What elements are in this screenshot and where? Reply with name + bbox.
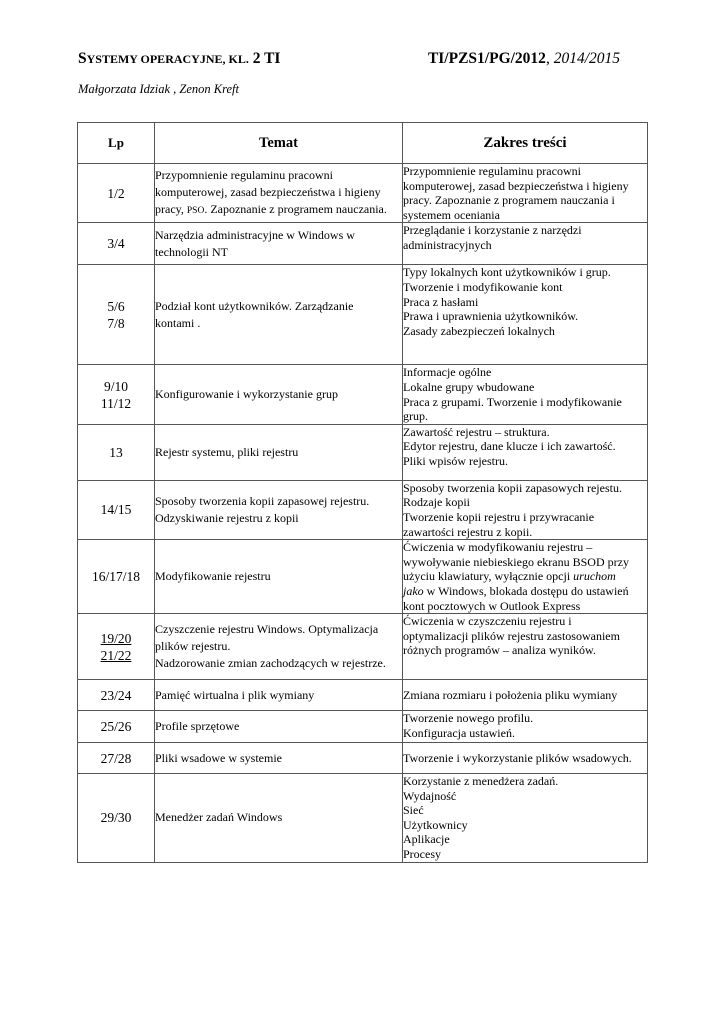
zakres-cell: Sposoby tworzenia kopii zapasowych rejestu. Rodzaje kopii Tworzenie kopii rejestru i przywracanie zawartości rejestru z kopii. [403, 480, 648, 539]
temat-cell: Przypomnienie regulaminu pracowni komputerowej, zasad bezpieczeństwa i higieny pracy, PSO. Zapoznanie z programem nauczania. [155, 164, 403, 223]
header-zakres: Zakres treści [403, 123, 648, 164]
table-row [78, 540, 648, 614]
temat-cell: Sposoby tworzenia kopii zapasowej rejestru. Odzyskiwanie rejestru z kopii [155, 480, 403, 539]
temat-cell: Narzędzia administracyjne w Windows w technologii NT [155, 223, 403, 265]
table-row [78, 711, 648, 743]
zakres-cell: Typy lokalnych kont użytkowników i grup. Tworzenie i modyfikowanie kont Praca z hasłami Prawa i uprawnienia użytkowników. Zasady zabezpieczeń lokalnych [403, 265, 648, 365]
zakres-cell: Zmiana rozmiaru i położenia pliku wymiany [403, 680, 648, 711]
lp-cell: 9/10 11/12 [78, 365, 155, 424]
lp-cell: 25/26 [78, 711, 155, 743]
lp-cell: 23/24 [78, 680, 155, 711]
lp-cell: 5/6 7/8 [78, 265, 155, 365]
lp-cell: 1/2 [78, 164, 155, 223]
zakres-cell: Przypomnienie regulaminu pracowni komputerowej, zasad bezpieczeństwa i higieny pracy. Zapoznanie z programem nauczania i systemem oceniania [403, 164, 648, 223]
temat-cell: Podział kont użytkowników. Zarządzanie kontami . [155, 265, 403, 365]
lp-cell: 29/30 [78, 774, 155, 863]
lp-cell: 13 [78, 424, 155, 480]
header-temat: Temat [155, 123, 403, 164]
document-header [78, 50, 648, 74]
lp-cell: 16/17/18 [78, 540, 155, 614]
zakres-cell: Przeglądanie i korzystanie z narzędzi administracyjnych [403, 223, 648, 265]
temat-cell: Modyfikowanie rejestru [155, 540, 403, 614]
table-row [78, 164, 648, 223]
temat-cell: Menedżer zadań Windows [155, 774, 403, 863]
temat-cell: Czyszczenie rejestru Windows. Optymalizacja plików rejestru. Nadzorowanie zmian zachodzących w rejestrze. [155, 614, 403, 680]
lp-cell: 14/15 [78, 480, 155, 539]
table-header-row [78, 123, 648, 164]
table-row [78, 614, 648, 680]
zakres-cell: Zawartość rejestru – struktura. Edytor rejestru, dane klucze i ich zawartość. Pliki wpisów rejestru. [403, 424, 648, 480]
table-row [78, 743, 648, 774]
authors: Małgorzata Idziak , Zenon Kreft [78, 82, 239, 96]
table-row [78, 774, 648, 863]
zakres-cell: Tworzenie i wykorzystanie plików wsadowych. [403, 743, 648, 774]
table-row [78, 424, 648, 480]
zakres-cell: Ćwiczenia w czyszczeniu rejestru i optymalizacji plików rejestru zastosowaniem różnych programów – analiza wyników. [403, 614, 648, 680]
temat-cell: Pliki wsadowe w systemie [155, 743, 403, 774]
temat-cell: Pamięć wirtualna i plik wymiany [155, 680, 403, 711]
lp-cell: 19/20 21/22 [78, 614, 155, 680]
course-code: TI/PZS1/PG/2012, 2014/2015 [427, 50, 620, 67]
zakres-cell: Tworzenie nowego profilu. Konfiguracja ustawień. [403, 711, 648, 743]
temat-cell: Rejestr systemu, pliki rejestru [155, 424, 403, 480]
lp-cell: 3/4 [78, 223, 155, 265]
temat-cell: Konfigurowanie i wykorzystanie grup [155, 365, 403, 424]
curriculum-table [77, 122, 648, 863]
table-row [78, 365, 648, 424]
table-row [78, 480, 648, 539]
zakres-cell: Informacje ogólne Lokalne grupy wbudowane Praca z grupami. Tworzenie i modyfikowanie grup. [403, 365, 648, 424]
zakres-cell: Korzystanie z menedżera zadań. Wydajność Sieć Użytkownicy Aplikacje Procesy [403, 774, 648, 863]
subject-title: SYSTEMY OPERACYJNE, KL. 2 TI [78, 50, 281, 67]
zakres-cell: Ćwiczenia w modyfikowaniu rejestru – wywoływanie niebieskiego ekranu BSOD przy użyciu klawiatury, wyłącznie opcji uruchom jako w Windows, blokada dostępu do ustawień kont pocztowych w Outlook Express [403, 540, 648, 614]
table-row [78, 265, 648, 365]
lp-cell: 27/28 [78, 743, 155, 774]
table-row [78, 680, 648, 711]
temat-cell: Profile sprzętowe [155, 711, 403, 743]
header-lp: Lp [78, 123, 155, 164]
table-row [78, 223, 648, 265]
